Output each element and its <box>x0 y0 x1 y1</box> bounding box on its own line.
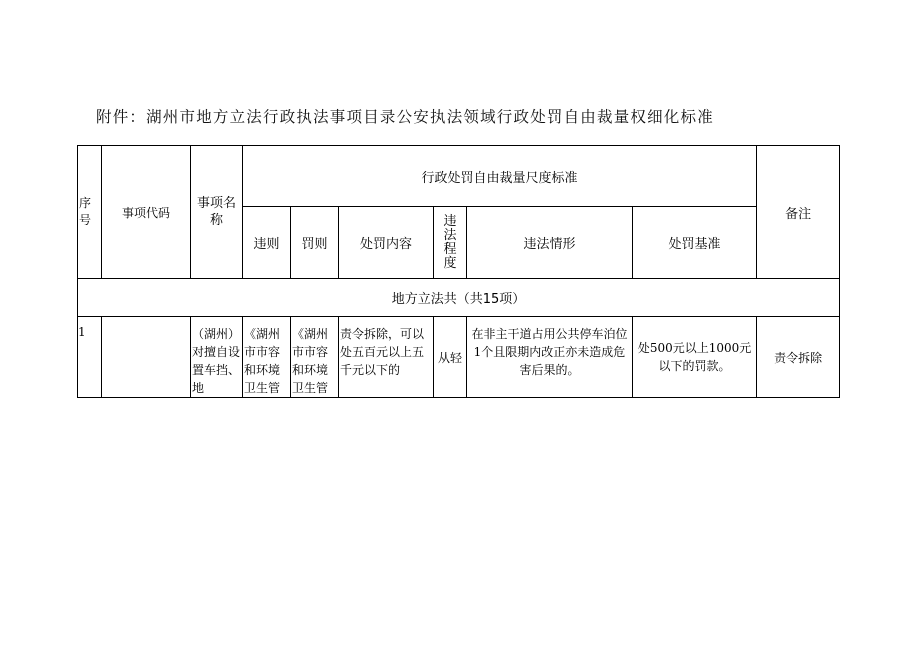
page-title: 附件：湖州市地方立法行政执法事项目录公安执法领域行政处罚自由裁量权细化标准 <box>96 108 714 126</box>
header-circumstance: 违法情形 <box>467 207 633 279</box>
header-degree: 违法程度 <box>434 207 467 279</box>
header-code: 事项代码 <box>102 146 191 279</box>
header-seq: 序号 <box>78 146 102 279</box>
header-violation-rule: 违则 <box>243 207 291 279</box>
cell-penalty-rule: 《湖州市市容和环境卫生管 <box>291 317 339 398</box>
penalty-standard-table <box>77 145 840 398</box>
table-row <box>78 317 840 398</box>
cell-degree: 从轻 <box>434 317 467 398</box>
header-basis: 处罚基准 <box>633 207 757 279</box>
cell-violation-rule: 《湖州市市容和环境卫生管 <box>243 317 291 398</box>
cell-penalty-content: 责令拆除，可以处五百元以上五千元以下的 <box>339 317 434 398</box>
header-name: 事项名称 <box>191 146 243 279</box>
section-row: 地方立法共（共15项） <box>78 279 840 317</box>
cell-seq: 1 <box>78 317 102 398</box>
cell-circumstance: 在非主干道占用公共停车泊位1个且限期内改正亦未造成危害后果的。 <box>467 317 633 398</box>
cell-basis: 处500元以上1000元以下的罚款。 <box>633 317 757 398</box>
header-remark: 备注 <box>757 146 840 279</box>
header-standard: 行政处罚自由裁量尺度标准 <box>243 146 757 207</box>
cell-code <box>102 317 191 398</box>
cell-name: （湖州）对擅自设置车挡、地 <box>191 317 243 398</box>
header-penalty-rule: 罚则 <box>291 207 339 279</box>
cell-remark: 责令拆除 <box>757 317 840 398</box>
header-penalty-content: 处罚内容 <box>339 207 434 279</box>
